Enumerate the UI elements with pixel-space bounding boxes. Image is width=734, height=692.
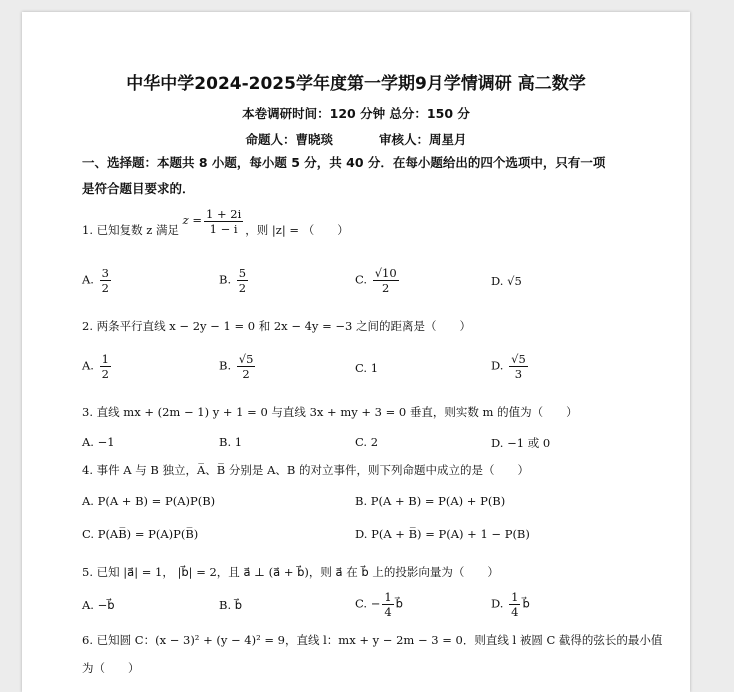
q2-option-c: C. 1 bbox=[355, 361, 379, 375]
q5-option-a: A. −b⃗ bbox=[82, 598, 115, 612]
q5-option-c: C. − $\frac{1}{4}$ b⃗ bbox=[355, 590, 403, 619]
q1-option-c: C. $\frac{√10}{2}$ bbox=[355, 266, 397, 295]
q2-option-d: D. $\frac{√5}{3}$ bbox=[491, 352, 526, 381]
section-heading-line1: 一、选择题：本题共 8 小题，每小题 5 分，共 40 分．在每小题给出的四个选项中，只有一项 bbox=[82, 155, 606, 170]
q5-option-b: B. b⃗ bbox=[219, 598, 243, 612]
q4-option-b: B. P(A + B) = P(A) + P(B) bbox=[355, 494, 506, 508]
q4-option-d: D. P(A + B̅) = P(A) + 1 − P(B) bbox=[355, 527, 530, 541]
reviewer: 审核人：周星月 bbox=[379, 132, 467, 147]
question-3-stem: 3. 直线 mx + (2m − 1) y + 1 = 0 与直线 3x + my + 3 = 0 垂直，则实数 m 的值为（ ） bbox=[82, 405, 578, 419]
q2-option-b: B. $\frac{√5}{2}$ bbox=[219, 352, 254, 381]
q1-option-a: A. $\frac{3}{2}$ bbox=[82, 266, 109, 295]
question-4-stem: 4. 事件 A 与 B 独立，A̅、B̅ 分别是 A、B 的对立事件，则下列命题中成立的是（ ） bbox=[82, 463, 529, 477]
document-page bbox=[22, 12, 690, 692]
author-line bbox=[22, 130, 690, 148]
q3-option-d: D. −1 或 0 bbox=[491, 436, 551, 450]
question-1-stem: 1. 已知复数 z 满足 z = $\frac{1 + 2i}{1 - i}$ ，则 |z| = （ ） bbox=[82, 206, 349, 237]
q1-option-b: B. $\frac{5}{2}$ bbox=[219, 266, 247, 295]
author: 命题人：曹晓琰 bbox=[245, 132, 333, 147]
q3-option-b: B. 1 bbox=[219, 435, 243, 449]
exam-title: 中华中学2024-2025学年度第一学期9月学情调研 高二数学 bbox=[126, 74, 586, 94]
q4-option-c: C. P(AB̅) = P(A)P(B̅) bbox=[82, 527, 199, 541]
q1-fraction: $\frac{1 + 2i}{1 - i}$ bbox=[206, 206, 242, 236]
q4-option-a: A. P(A + B) = P(A)P(B) bbox=[82, 494, 216, 508]
section-heading-line2: 是符合题目要求的． bbox=[82, 181, 195, 196]
question-6-stem: 6. 已知圆 C：(x − 3)² + (y − 4)² = 9，直线 l：mx + y − 2m − 3 = 0．则直线 l 被圆 C 截得的弦长的最小值 bbox=[82, 633, 663, 647]
q5-option-d: D. $\frac{1}{4}$ b⃗ bbox=[491, 590, 530, 619]
exam-info: 本卷调研时间：120 分钟 总分：150 分 bbox=[242, 106, 470, 121]
section-heading bbox=[82, 150, 652, 202]
q3-option-c: C. 2 bbox=[355, 435, 379, 449]
q3-option-a: A. −1 bbox=[82, 435, 115, 449]
q1-option-d: D. √5 bbox=[491, 274, 522, 288]
question-2-stem: 2. 两条平行直线 x − 2y − 1 = 0 和 2x − 4y = −3 之间的距离是（ ） bbox=[82, 319, 471, 333]
question-5-stem: 5. 已知 |a⃗| = 1， |b⃗| = 2，且 a⃗ ⊥ (a⃗ + b⃗)，则 a⃗ 在 b⃗ 上的投影向量为（ ） bbox=[82, 565, 499, 579]
q2-option-a: A. $\frac{1}{2}$ bbox=[82, 352, 109, 381]
question-6-continuation: 为（ ） bbox=[82, 661, 140, 675]
